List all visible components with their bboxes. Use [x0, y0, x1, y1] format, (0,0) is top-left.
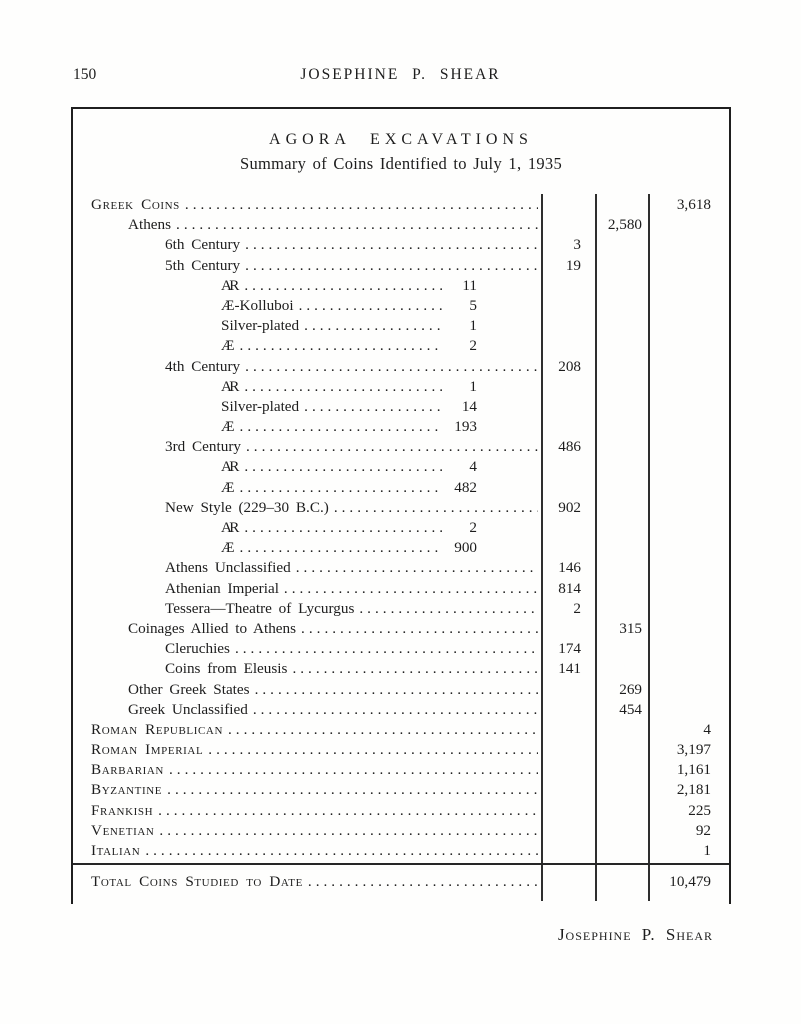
table-row	[73, 498, 729, 518]
col-cell	[648, 457, 727, 477]
row-label-area	[73, 579, 541, 599]
table-row	[73, 801, 729, 821]
row-value: 10,479	[669, 873, 711, 890]
dot-leader	[240, 538, 442, 558]
dot-leader	[167, 780, 538, 800]
row-label: Æ	[221, 478, 235, 496]
table-row	[73, 377, 729, 397]
col-cell	[648, 518, 727, 538]
col-cell	[648, 558, 727, 578]
row-label: Silver-plated	[221, 317, 300, 335]
row-value: 141	[558, 660, 581, 678]
row-value: 4	[469, 458, 477, 476]
row-value: 3,197	[676, 741, 711, 759]
col-cell	[648, 538, 727, 558]
dot-leader	[240, 417, 442, 437]
dot-leader	[304, 397, 442, 417]
row-value: 486	[558, 438, 581, 456]
col-cell	[541, 841, 595, 861]
col-cell	[595, 316, 648, 336]
row-value: 225	[688, 801, 711, 819]
col-cell	[648, 397, 727, 417]
summary-table-box	[71, 107, 731, 904]
row-label: Italian	[91, 842, 141, 859]
row-label-area	[73, 780, 541, 800]
dot-leader	[334, 498, 538, 518]
row-label-area	[73, 720, 541, 740]
col-cell	[541, 518, 595, 538]
table-row	[73, 700, 729, 720]
row-label: Byzantine	[91, 781, 163, 799]
running-head: JOSEPHINE P. SHEAR	[300, 66, 501, 83]
row-label-area	[73, 195, 541, 215]
total-separator-line	[73, 863, 729, 865]
col-cell	[541, 720, 595, 740]
col-cell	[595, 336, 648, 356]
col-cell	[595, 518, 648, 538]
row-label: Athens Unclassified	[165, 559, 291, 577]
row-label: Æ-Kolluboi	[221, 296, 294, 314]
row-label: Coins from Eleusis	[165, 660, 288, 678]
table-row	[73, 417, 729, 437]
col-cell	[541, 821, 595, 841]
col-cell	[595, 639, 648, 659]
table-row	[73, 235, 729, 255]
table-row	[73, 357, 729, 377]
row-value: 1	[703, 842, 711, 859]
row-label-area	[73, 518, 541, 538]
row-label-area	[73, 760, 541, 780]
row-value: 4	[703, 720, 711, 738]
inline-entry	[221, 518, 477, 538]
col-cell	[648, 579, 727, 599]
col-cell	[595, 478, 648, 498]
row-label-area	[73, 619, 541, 639]
col-cell	[541, 316, 595, 336]
table-row	[73, 659, 729, 679]
page-header	[73, 66, 728, 86]
row-value: 454	[619, 700, 642, 718]
col-cell	[541, 336, 595, 356]
dot-leader	[159, 821, 538, 841]
row-value: 2,181	[676, 781, 711, 799]
col-cell	[541, 780, 595, 800]
col-cell	[541, 215, 595, 235]
dot-leader	[284, 579, 538, 599]
page-number: 150	[73, 66, 97, 83]
dot-leader	[245, 235, 538, 255]
row-label: Greek Unclassified	[128, 700, 248, 718]
row-value: 92	[695, 821, 711, 839]
table-title: AGORA EXCAVATIONS	[269, 131, 533, 148]
row-label-area	[73, 599, 541, 619]
row-value: 3,618	[676, 196, 711, 213]
inline-entry	[221, 336, 477, 356]
row-label-area	[73, 538, 541, 558]
row-value: 11	[462, 276, 477, 294]
row-label-area	[73, 357, 541, 377]
table-row	[73, 760, 729, 780]
inline-entry	[221, 296, 477, 316]
col-cell	[541, 417, 595, 437]
row-label-area	[73, 457, 541, 477]
row-value: 1	[469, 317, 477, 335]
row-label: Barbarian	[91, 761, 164, 779]
table-row	[73, 296, 729, 316]
col-cell	[648, 619, 727, 639]
dot-leader	[240, 478, 442, 498]
inline-entry	[221, 377, 477, 397]
dot-leader	[244, 377, 442, 397]
dot-leader	[235, 639, 538, 659]
dot-leader	[176, 215, 538, 235]
row-label: Venetian	[91, 821, 155, 839]
row-label: AR	[221, 276, 237, 294]
row-value: 2	[573, 599, 581, 617]
table-row	[73, 821, 729, 841]
col-cell	[541, 760, 595, 780]
row-value: 208	[558, 357, 581, 375]
col-cell	[648, 256, 727, 276]
row-label-area	[73, 659, 541, 679]
table-row	[73, 579, 729, 599]
col-cell	[541, 195, 595, 215]
col-cell	[648, 235, 727, 255]
row-label-area	[73, 256, 541, 276]
row-label: 4th Century	[165, 357, 241, 375]
table-row	[73, 276, 729, 296]
row-label-area	[73, 276, 541, 296]
col-cell	[541, 296, 595, 316]
row-label: Greek Coins	[91, 196, 180, 213]
author-signature: Josephine P. Shear	[557, 925, 713, 944]
col-cell	[648, 296, 727, 316]
row-label-area	[73, 639, 541, 659]
dot-leader	[292, 659, 538, 679]
row-label: Roman Republican	[91, 720, 223, 738]
row-label: 6th Century	[165, 236, 241, 254]
table-row	[73, 478, 729, 498]
col-cell	[595, 437, 648, 457]
col-cell	[648, 357, 727, 377]
inline-entry	[221, 276, 477, 296]
col-cell	[595, 760, 648, 780]
row-label-area	[73, 215, 541, 235]
col-cell	[648, 215, 727, 235]
col-cell	[541, 538, 595, 558]
row-label: AR	[221, 377, 237, 395]
col-cell	[595, 498, 648, 518]
col-cell	[541, 801, 595, 821]
dot-leader	[208, 740, 538, 760]
table-subtitle: Summary of Coins Identified to July 1, 1935	[239, 154, 563, 173]
col-cell	[595, 457, 648, 477]
table-row	[73, 397, 729, 417]
dot-leader	[185, 195, 538, 215]
table-row	[73, 639, 729, 659]
col-cell	[595, 256, 648, 276]
table-row	[73, 841, 729, 861]
table-row	[73, 215, 729, 235]
row-label-area	[73, 336, 541, 356]
col-cell	[541, 377, 595, 397]
row-label: Other Greek States	[128, 680, 250, 698]
col-cell	[648, 417, 727, 437]
col-cell	[648, 700, 727, 720]
row-label: 5th Century	[165, 256, 241, 274]
row-label-area	[73, 377, 541, 397]
row-label: Æ	[221, 337, 235, 355]
table-row	[73, 437, 729, 457]
dot-leader	[304, 316, 442, 336]
dot-leader	[228, 720, 538, 740]
row-label: Frankish	[91, 801, 154, 819]
col-cell	[541, 397, 595, 417]
table-row	[73, 720, 729, 740]
col-cell	[541, 457, 595, 477]
dot-leader	[299, 296, 442, 316]
col-cell	[595, 276, 648, 296]
col-cell	[595, 357, 648, 377]
col-cell	[595, 538, 648, 558]
table-row	[73, 336, 729, 356]
col-cell	[648, 639, 727, 659]
row-value: 2	[469, 519, 477, 536]
table-row	[73, 558, 729, 578]
col-cell	[648, 276, 727, 296]
row-label-area	[73, 841, 541, 861]
table-row	[73, 518, 729, 538]
col-cell	[541, 867, 595, 897]
row-value: 174	[558, 640, 581, 658]
row-label-area	[73, 296, 541, 316]
row-label-area	[73, 417, 541, 437]
row-label: Silver-plated	[221, 397, 300, 415]
col-cell	[595, 780, 648, 800]
col-cell	[595, 720, 648, 740]
row-value: 2,580	[607, 216, 642, 234]
dot-leader	[246, 437, 538, 457]
row-value: 902	[558, 498, 581, 516]
col-cell	[595, 558, 648, 578]
col-cell	[648, 437, 727, 457]
col-cell	[648, 498, 727, 518]
dot-leader	[255, 680, 538, 700]
row-value: 1,161	[676, 761, 711, 779]
col-cell	[595, 417, 648, 437]
table-row	[73, 680, 729, 700]
col-cell	[648, 478, 727, 498]
row-value: 269	[619, 680, 642, 698]
dot-leader	[158, 801, 538, 821]
table-row	[73, 538, 729, 558]
col-cell	[595, 377, 648, 397]
table-row	[73, 195, 729, 215]
row-label-area	[73, 316, 541, 336]
row-value: 814	[558, 579, 581, 597]
col-cell	[541, 700, 595, 720]
table-row	[73, 619, 729, 639]
row-value: 19	[565, 256, 581, 274]
inline-entry	[221, 316, 477, 336]
col-cell	[595, 867, 648, 897]
row-value: 1	[469, 377, 477, 395]
row-label-area	[73, 437, 541, 457]
col-cell	[595, 579, 648, 599]
row-label: Tessera—Theatre of Lycurgus	[165, 599, 355, 617]
row-label-area	[73, 235, 541, 255]
row-label: Æ	[221, 418, 235, 436]
row-label: Athenian Imperial	[165, 579, 279, 597]
row-label: Total Coins Studied to Date	[91, 873, 303, 890]
col-cell	[648, 336, 727, 356]
row-label: New Style (229–30 B.C.)	[165, 498, 329, 516]
col-cell	[541, 740, 595, 760]
row-value: 3	[573, 236, 581, 254]
row-value: 2	[469, 337, 477, 355]
row-label-area	[73, 478, 541, 498]
row-value: 193	[454, 418, 477, 436]
row-label: Athens	[128, 216, 172, 234]
col-cell	[541, 276, 595, 296]
table-row	[73, 740, 729, 760]
total-label-area	[73, 867, 541, 897]
row-label: Coinages Allied to Athens	[128, 619, 297, 637]
col-cell	[541, 478, 595, 498]
row-value: 146	[558, 559, 581, 577]
row-label-area	[73, 558, 541, 578]
col-cell	[541, 680, 595, 700]
row-label: AR	[221, 458, 237, 476]
table-row	[73, 457, 729, 477]
row-value: 315	[619, 619, 642, 637]
dot-leader	[359, 599, 538, 619]
row-value: 900	[454, 539, 477, 557]
table-row	[73, 599, 729, 619]
dot-leader	[301, 619, 538, 639]
row-label-area	[73, 680, 541, 700]
col-cell	[595, 235, 648, 255]
inline-entry	[221, 538, 477, 558]
col-cell	[595, 740, 648, 760]
dot-leader	[245, 357, 538, 377]
row-label: Cleruchies	[165, 640, 230, 658]
row-label-area	[73, 821, 541, 841]
dot-leader	[296, 558, 538, 578]
dot-leader	[245, 256, 538, 276]
col-cell	[595, 821, 648, 841]
row-label: Æ	[221, 539, 235, 557]
inline-entry	[221, 397, 477, 417]
dot-leader	[244, 518, 442, 538]
table-row	[73, 256, 729, 276]
col-cell	[541, 619, 595, 639]
col-cell	[595, 296, 648, 316]
row-label-area	[73, 740, 541, 760]
col-cell	[595, 397, 648, 417]
col-cell	[595, 195, 648, 215]
dot-leader	[308, 867, 538, 897]
row-value: 5	[469, 296, 477, 314]
row-label: AR	[221, 519, 237, 536]
dot-leader	[253, 700, 538, 720]
dot-leader	[169, 760, 538, 780]
dot-leader	[244, 276, 442, 296]
table-rows	[73, 195, 729, 861]
col-cell	[595, 841, 648, 861]
table-row	[73, 780, 729, 800]
inline-entry	[221, 457, 477, 477]
row-label: 3rd Century	[165, 438, 241, 456]
row-label-area	[73, 700, 541, 720]
row-label: Roman Imperial	[91, 741, 204, 759]
dot-leader	[240, 336, 442, 356]
col-cell	[595, 599, 648, 619]
inline-entry	[221, 478, 477, 498]
table-row	[73, 316, 729, 336]
col-cell	[595, 801, 648, 821]
row-value: 482	[454, 478, 477, 496]
col-cell	[595, 659, 648, 679]
row-label-area	[73, 801, 541, 821]
total-row	[73, 867, 729, 897]
row-label-area	[73, 498, 541, 518]
dot-leader	[244, 457, 442, 477]
col-cell	[648, 680, 727, 700]
row-label-area	[73, 397, 541, 417]
col-cell	[648, 659, 727, 679]
row-value: 14	[461, 397, 477, 415]
inline-entry	[221, 417, 477, 437]
dot-leader	[145, 841, 538, 861]
col-cell	[648, 599, 727, 619]
col-cell	[648, 316, 727, 336]
col-cell	[648, 377, 727, 397]
